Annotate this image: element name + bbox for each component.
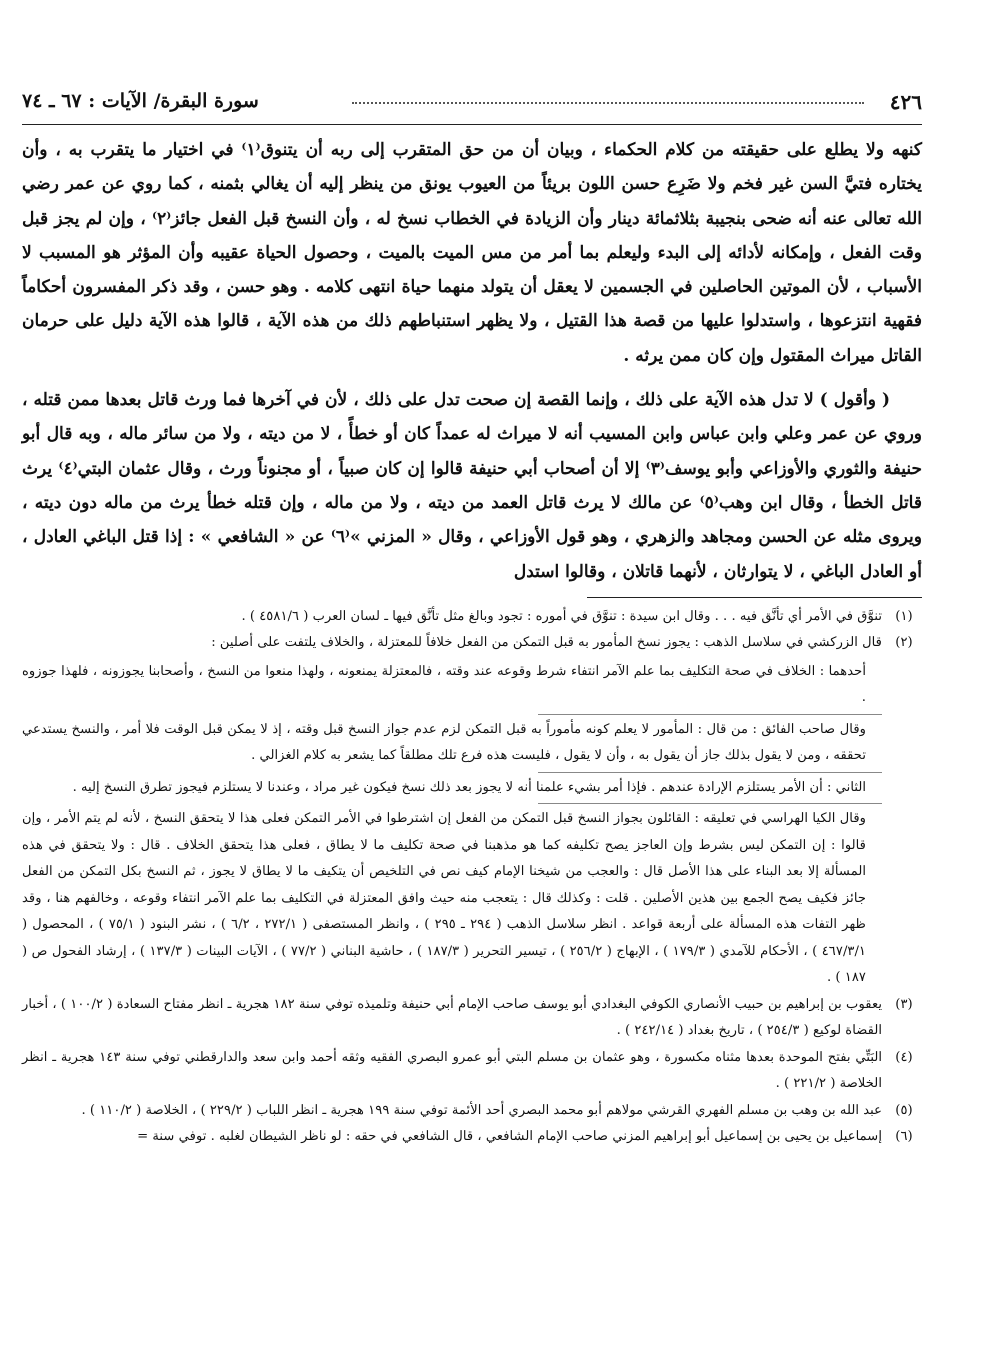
page-number: ٤٢٦ xyxy=(889,90,922,114)
footnote-text: عبد الله بن وهب بن مسلم الفهري القرشي مولاهم أبو محمد البصري أحد الأئمة توفي سنة ١٩٩ هجرية ـ انظر اللباب ( ٢٢٩/٢ ) ، الخلاصة ( ١١٠/٢ ) . xyxy=(81,1102,882,1118)
footnote-6 xyxy=(22,1124,922,1151)
body-paragraph-2: ( وأقول ) لا تدل هذه الآية على ذلك ، وإنما القصة إن صحت تدل على ذلك ، لأن في آخرها فما ورث قاتل بعدها ممن قتله ، وروي عن عمر وعلي وابن عباس وابن المسيب أنه لا ميراث له عمداً كان أو خطأً ، لا من ديته ، ولا من سائر ماله ، وبه قال أبو حنيفة والثوري والأوزاعي وأبو يوسف⁽٣⁾ إلا أن أصحاب أبي حنيفة قالوا إن كان صبياً ، أو مجنوناً ورث ، وقال عثمان البتي⁽٤⁾ يرث قاتل الخطأ ، وقال ابن وهب⁽٥⁾ عن مالك لا يرث قاتل العمد من ديته ، ولا من ماله ، وإن قتله خطأ يرث من ماله دون ديته ، ويروى مثله عن الحسن ومجاهد والزهري ، وهو قول الأوزاعي ، وقال « المزني »⁽٦⁾ عن « الشافعي » : إذا قتل الباغي العادل ، أو العادل الباغي ، لا يتوارثان ، لأنهما قاتلان ، وقالوا استدل xyxy=(22,390,923,582)
footnote-text: يعقوب بن إبراهيم بن حبيب الأنصاري الكوفي البغدادي أبو يوسف صاحب الإمام أبي حنيفة وتلميذه توفي سنة ١٨٢ هجرية ـ انظر مفتاح السعادة ( ١٠٠/٢ ) ، أخبار القضاة لوكيع ( ٢٥٤/٣ ) ، تاريخ بغداد ( ٢٤٢/١٤ ) . xyxy=(22,996,882,1039)
footnote-text: البَتِّي بفتح الموحدة بعدها مثناه مكسورة ، وهو عثمان بن مسلم البتي أبو عمرو البصري الفقيه وثقه أحمد وابن سعد والدارقطني توفي سنة ١٤٣ هجرية ـ انظر الخلاصة ( ٢٢١/٢ ) . xyxy=(22,1049,883,1092)
footnote-inner-divider xyxy=(538,803,882,804)
footnote-3 xyxy=(22,992,922,1045)
footnote-1 xyxy=(22,604,922,631)
footnote-text: تنوَّق في الأمر أي تأنَّق فيه . . . وقال ابن سيدة : تنوَّق في أموره : تجود وبالغ مثل تأنَّق فيها ـ لسان العرب ( ٤٥٨١/٦ ) . xyxy=(241,608,882,624)
main-text xyxy=(22,133,922,589)
footnote-number: (٢) xyxy=(895,635,913,651)
footnote-number: (٣) xyxy=(895,996,913,1012)
footnote-inner-divider xyxy=(538,714,882,715)
page-header xyxy=(22,80,922,125)
running-title: سورة البقرة/ الآيات : ٦٧ ـ ٧٤ xyxy=(22,90,259,112)
footnote-2-first-principle: أحدهما : الخلاف في صحة التكليف بما علم الآمر انتفاء شرط وقوعه عند وقته ، فالمعتزلة يمنعونه ، ولهذا منعوا من النسخ ، وأصحابنا يجوزونه ، فلهذا جوزوه . xyxy=(22,663,866,706)
footnote-number: (١) xyxy=(895,608,913,624)
footnote-number: (٤) xyxy=(895,1049,913,1065)
body-paragraph-1: كنهه ولا يطلع على حقيقته من كلام الحكماء ، وبيان أن من حق المتقرب إلى ربه أن يتنوق⁽١⁾ في اختيار ما يتقرب به ، وأن يختاره فتيَّ السن غير فخم ولا ضَرِع حسن اللون بريئاً من العيوب يونق من ينظر إليه أن يغالي بثمنه ، كما روي عن عمر رضي الله تعالى عنه أنه ضحى بنجيبة بثلاثمائة دينار وأن الزيادة في الخطاب نسخ له ، وأن النسخ قبل الفعل جائز⁽٢⁾ ، وإن لم يجز قبل وقت الفعل ، وإمكانه لأدائه إلى البدء وليعلم بما أمر من مس الميت بالميت ، وحصول الحياة عقيبه وأن المؤثر هو المسبب لا الأسباب ، لأن الموتين الحاصلين في الجسمين لا يعقل أن يتولد منهما حياة انتهى كلامه . وهو حسن ، وقد ذكر المفسرون أحكاماً فقهية انتزعوها ، واستدلوا عليها من قصة هذا القتيل ، ولا يظهر استنباطهم ذلك من هذه الآية ، قالوا هذه الآية دليل على حرمان القاتل ميراث المقتول وإن كان ممن يرثه . xyxy=(22,140,922,366)
footnote-5 xyxy=(22,1098,922,1125)
book-page xyxy=(22,80,922,1350)
footnotes xyxy=(22,604,922,1151)
footnote-text: إسماعيل بن يحيى بن إسماعيل أبو إبراهيم المزني صاحب الإمام الشافعي ، قال الشافعي في حقه : لو ناظر الشيطان لغلبه . توفي سنة = xyxy=(137,1129,882,1145)
footnote-text: قال الزركشي في سلاسل الذهب : يجوز نسخ المأمور به قبل التمكن من الفعل خلافاً للمعتزلة ، والخلاف يلتفت على أصلين : xyxy=(211,635,882,651)
footnote-separator xyxy=(587,597,922,598)
footnote-inner-divider xyxy=(538,772,882,773)
footnote-2 xyxy=(22,630,922,992)
footnote-2-faiq-quote: وقال صاحب الفائق : من قال : المأمور لا يعلم كونه مأموراً به قبل التمكن لزم عدم جواز النسخ قبل وقته ، إذ لا يمكن قبل الوقت فلا أمر ، والنسخ يستدعي تحققه ، ومن لا يقول بذلك جاز أن يقول به ، وأن لا يقول ، فليست هذه فرع تلك مطلقاً كما يشعر به كلام الغزالي . xyxy=(22,721,866,764)
footnote-number: (٦) xyxy=(895,1129,913,1145)
footnote-4 xyxy=(22,1045,922,1098)
header-dot-leader xyxy=(352,92,864,104)
footnote-2-harrasi-quote: وقال الكيا الهراسي في تعليقه : القائلون بجواز النسخ قبل التمكن من الفعل إن اشترطوا في الأمر التمكن فعلى هذا لا يتحقق النسخ ، لأنه لم يتم الأمر ، وإن قالوا : إن التمكن ليس بشرط وإن العاجز يصح تكليفه كما هو مذهبنا في صحة تكليف ما لا يطاق ، فعلى هذا يتحقق الخلاف . قال : ولا يتحقق في هذه المسألة إلا بعد البناء على هذا الأصل قال : والعجب من شيخنا الإمام كيف نص في التلخيص أن يتكيف ما لا يطاق لا يجوز ، ثم النسخ بكل التمكن من الفعل جائز فكيف يصح الجمع بين هذين الأصلين . قلت : وكذلك قال : يتعجب منه حيث وافق المعتزلة في التكليف بما علم الآمر انتفاء وقوعه ، وخالفهم هنا ، وقد ظهر التفات هذه المسألة على أربعة قواعد . انظر سلاسل الذهب ( ٢٩٤ ـ ٢٩٥ ) ، وانظر المستصفى ( ٢٧٢/١ ، ٦/٢ ) ، نشر البنود ( ٧٥/١ ) ، المحصول ( ٤٦٧/٣/١ ) ، الأحكام للآمدي ( ١٧٩/٣ ) ، الإبهاج ( ٢٥٦/٢ ) ، تيسير التحرير ( ١٨٧/٣ ) ، حاشية البناني ( ٧٧/٢ ) ، الآيات البينات ( ١٣٧/٣ ) ، إرشاد الفحول ص ( ١٨٧ ) . xyxy=(22,811,867,986)
footnote-2-second-principle: الثاني : أن الأمر يستلزم الإرادة عندهم . فإذا أمر بشيء علمنا أنه لا يجوز بعد ذلك نسخ فيكون غير مراد ، وعندنا لا يستلزم فيجوز تطرق النسخ إليه . xyxy=(72,779,866,795)
footnote-number: (٥) xyxy=(895,1102,913,1118)
